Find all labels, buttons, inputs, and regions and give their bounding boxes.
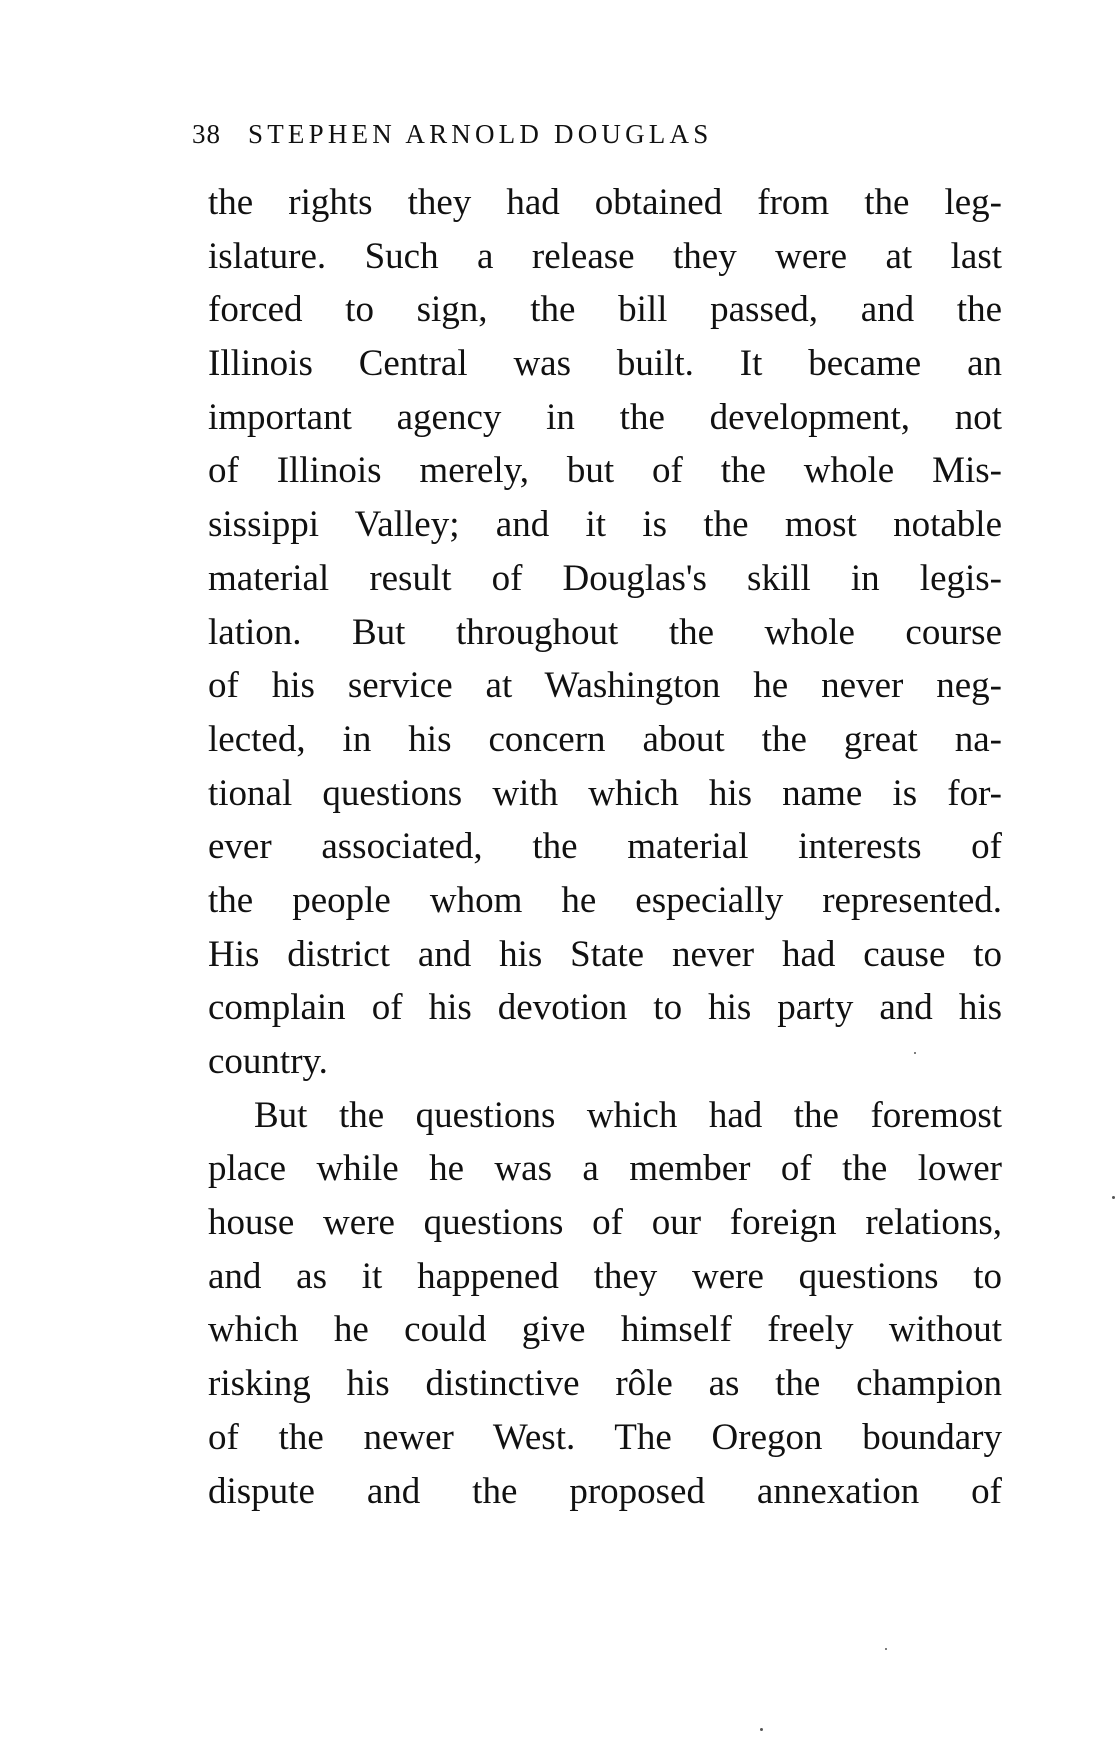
text-line: the rights they had obtained from the leg- (208, 182, 1002, 223)
text-line: place while he was a member of the lower (208, 1148, 1002, 1190)
running-title: STEPHEN ARNOLD DOUGLAS (248, 119, 713, 149)
text-line: of his service at Washington he never neg- (208, 665, 1002, 707)
ink-speck (885, 1648, 887, 1650)
text-line: But the questions which had the foremost (254, 1094, 1002, 1136)
text-line: country. (208, 1041, 328, 1082)
text-line: important agency in the development, not (208, 396, 1002, 438)
text-line: islature. Such a release they were at last (208, 235, 1002, 277)
text-line: which he could give himself freely without (208, 1309, 1002, 1351)
text-line: sissippi Valley; and it is the most notable (208, 504, 1002, 546)
text-line: His district and his State never had cause to (208, 933, 1002, 975)
ink-speck (1112, 1196, 1115, 1199)
ink-speck (914, 1052, 916, 1054)
text-line: of Illinois merely, but of the whole Mis- (208, 450, 1002, 492)
text-line: lected, in his concern about the great na- (208, 718, 1002, 760)
text-line: the people whom he especially represented. (208, 879, 1002, 921)
text-line: material result of Douglas's skill in legis- (208, 557, 1002, 599)
body-text (208, 176, 1002, 1518)
text-line: lation. But throughout the whole course (208, 611, 1002, 653)
text-line: risking his distinctive rôle as the champion (208, 1363, 1002, 1405)
text-line: tional questions with which his name is for- (208, 772, 1002, 814)
paragraph-2 (208, 1089, 1002, 1519)
running-head (192, 114, 912, 154)
page-number: 38 (192, 119, 221, 149)
text-line: of the newer West. The Oregon boundary (208, 1416, 1002, 1458)
text-line: ever associated, the material interests of (208, 826, 1002, 868)
text-line: house were questions of our foreign relations, (208, 1202, 1002, 1244)
text-line: and as it happened they were questions to (208, 1255, 1002, 1297)
text-line: Illinois Central was built. It became an (208, 343, 1002, 385)
ink-speck (760, 1728, 763, 1731)
text-line: forced to sign, the bill passed, and the (208, 289, 1002, 331)
paragraph-1 (208, 176, 1002, 1089)
text-line: dispute and the proposed annexation of (208, 1470, 1002, 1512)
text-line: complain of his devotion to his party and his (208, 987, 1002, 1029)
